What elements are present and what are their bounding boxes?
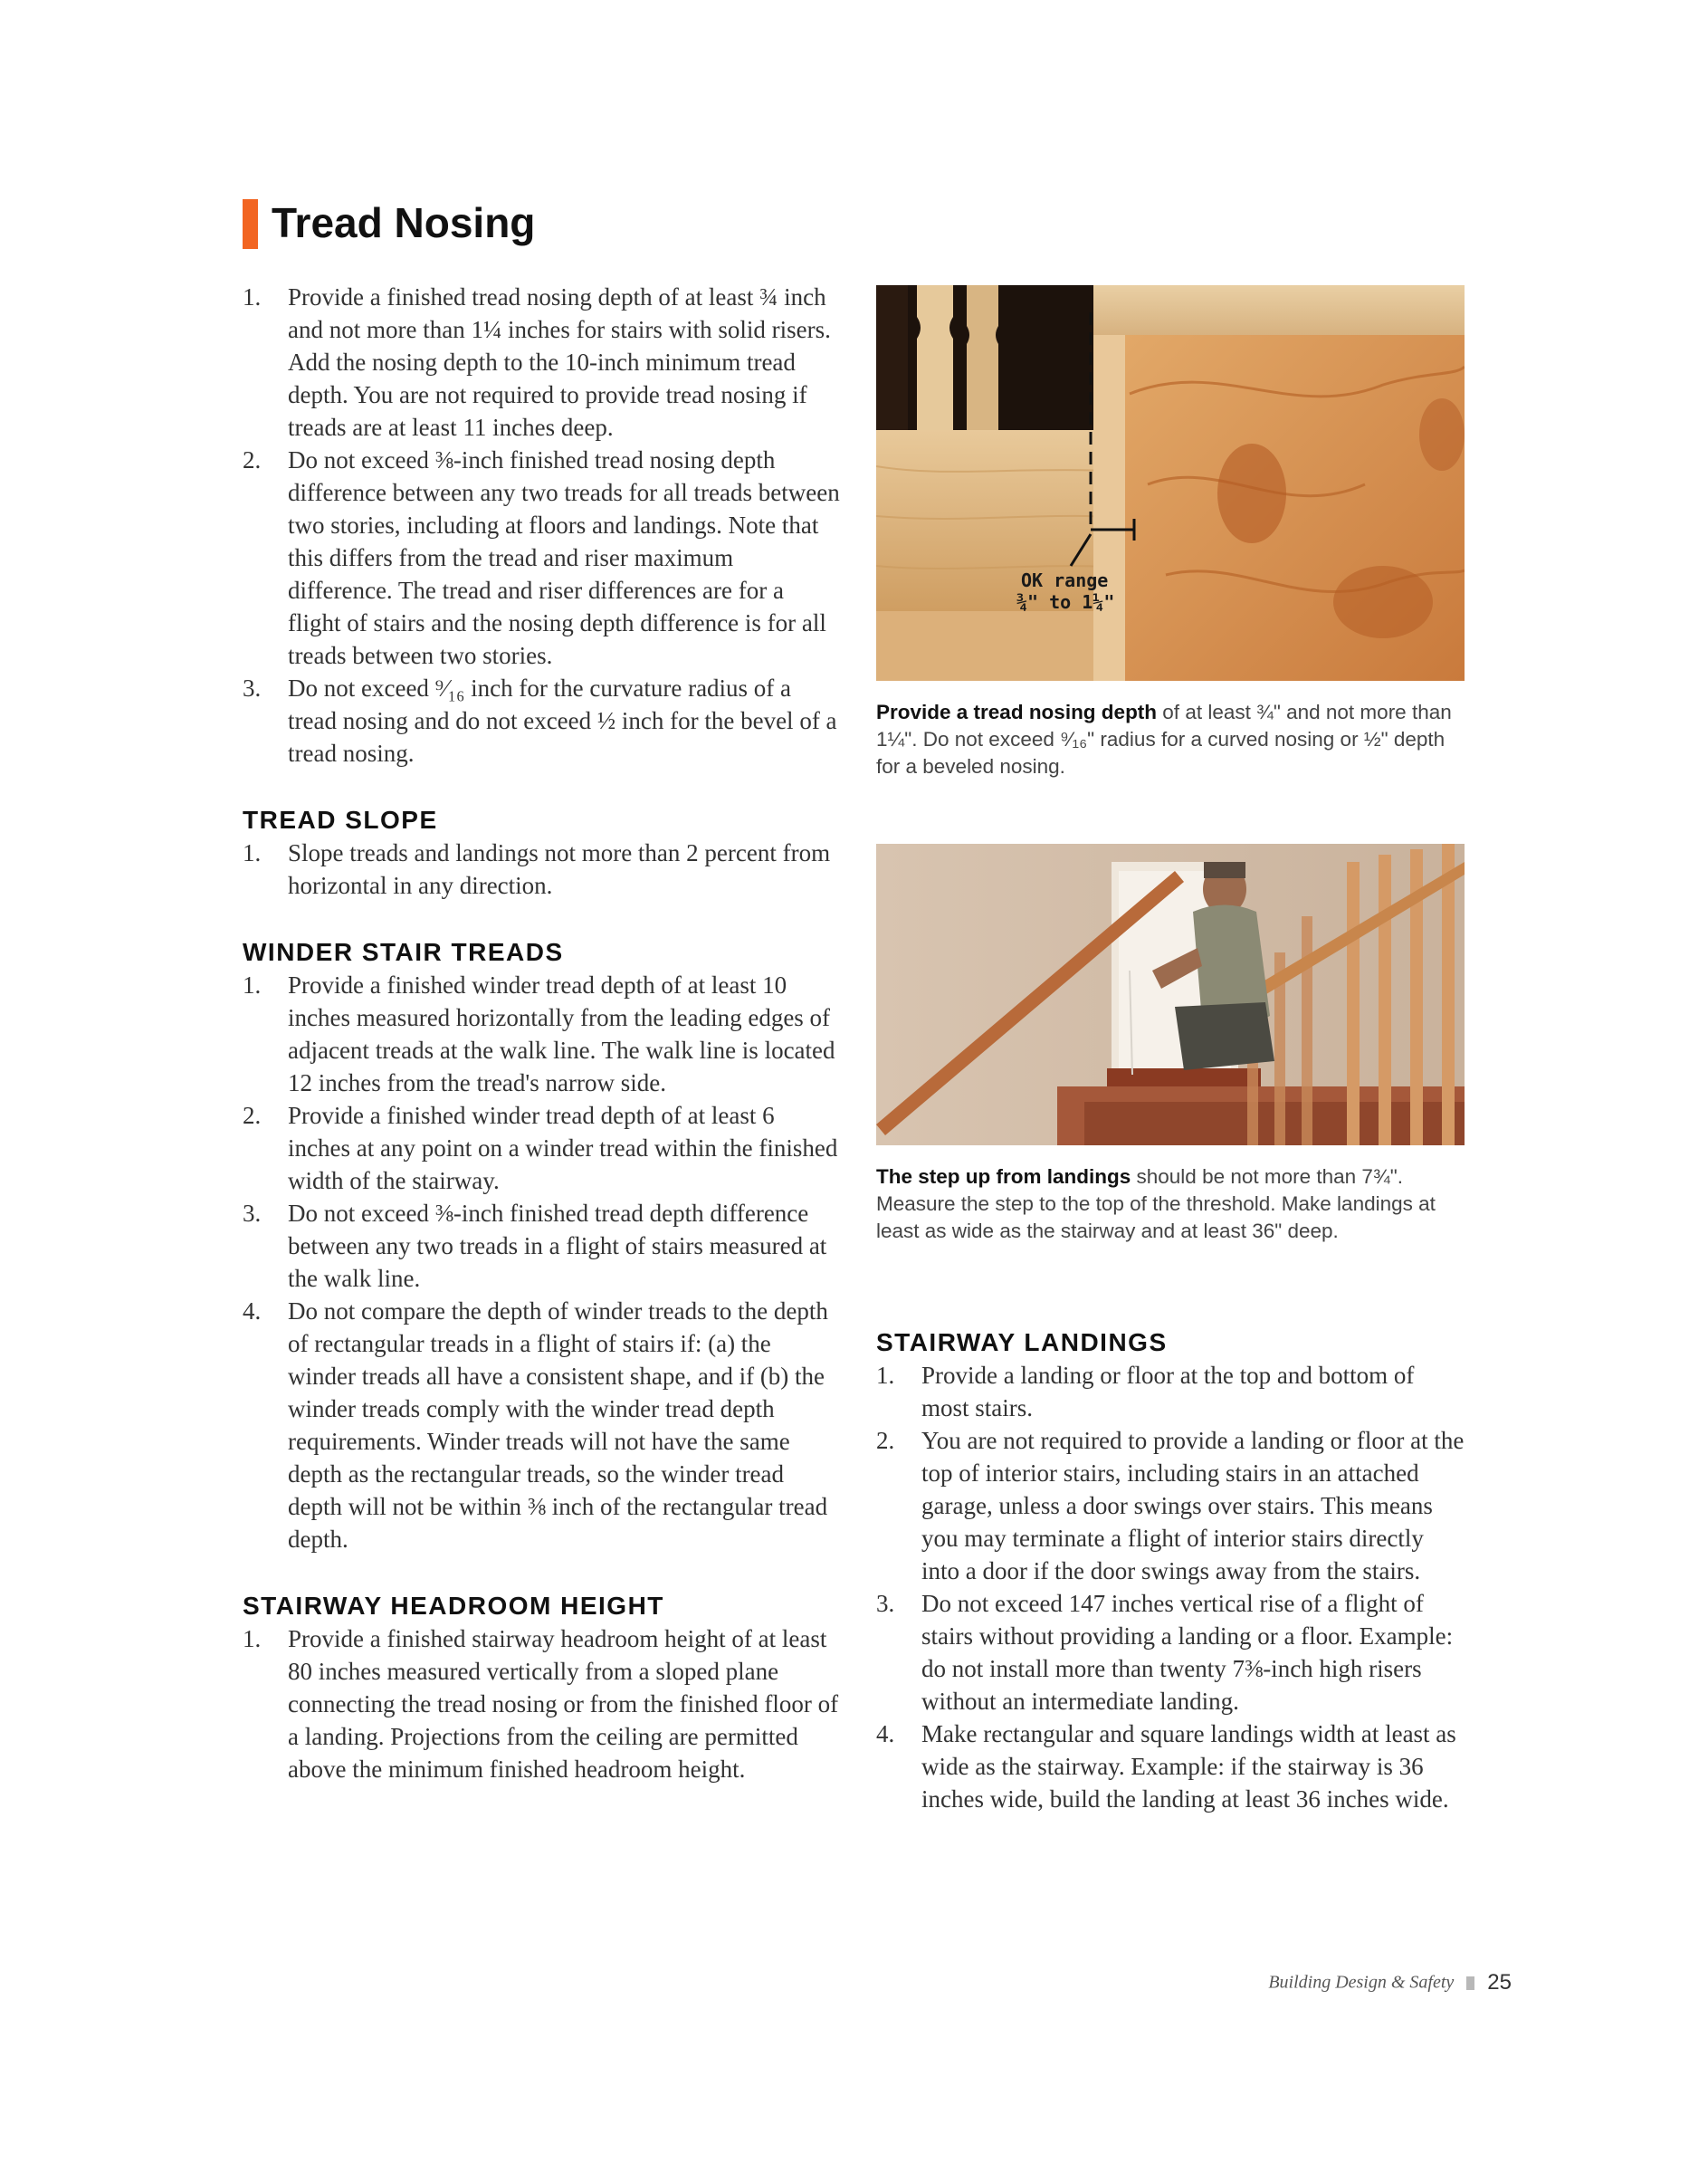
landings-heading: STAIRWAY LANDINGS xyxy=(876,1328,1168,1356)
list-item-text: Provide a finished winder tread depth of at least 10 inches measured horizontally from the leading edges of adjacent treads at the walk line. The walk line is located 12 inches from the tread's narrow side. xyxy=(288,971,835,1096)
caption1-text: of at least ¾" and not more than 1¼". Do not exceed ⁹⁄₁₆" radius for a curved nosing or ½" depth for a beveled nosing. xyxy=(876,701,1452,778)
list-item-text: Provide a finished stairway headroom height of at least 80 inches measured vertically from a sloped plane connecting the tread nosing or from the finished floor of a landing. Projections from the ceiling are permitted above the minimum finished headroom height. xyxy=(288,1625,839,1783)
list-item xyxy=(243,969,840,1099)
list-item xyxy=(243,1295,840,1555)
list-item-text: Do not compare the depth of winder treads to the depth of rectangular treads in a flight of stairs if: (a) the winder treads all have a consistent shape, and if (b) the winder treads comply with the winder tread depth requirements. Winder treads will not have the same depth as the rectangular treads, so the winder tread depth will not be within ⅜ inch of the rectangular tread depth. xyxy=(288,1297,828,1553)
title-accent-bar xyxy=(243,199,258,249)
page-title: Tread Nosing xyxy=(272,199,536,246)
list-item-text: Do not exceed ⅜-inch finished tread nosing depth difference between any two treads for all treads between two stories, including at floors and landings. Note that this differs from the tread and riser maximum difference. The tread and riser differences are for a flight of stairs and the nosing depth difference is for all treads between two stories. xyxy=(288,446,840,669)
list-item xyxy=(243,1622,840,1785)
list-item-number: 1. xyxy=(243,839,262,866)
list-item-text: You are not required to provide a landing or floor at the top of interior stairs, including stairs in an attached garage, unless a door swings over stairs. This means you may terminate a flight of interior stairs directly into a door if the door swings away from the stairs. xyxy=(921,1427,1465,1584)
list-item-number: 2. xyxy=(876,1427,895,1454)
landings-list xyxy=(876,1359,1465,1815)
list-item-number: 2. xyxy=(243,1102,262,1129)
caption1-bold: Provide a tread nosing depth xyxy=(876,701,1158,723)
list-item xyxy=(243,281,840,444)
list-item-number: 1. xyxy=(243,1625,262,1652)
winder-heading: WINDER STAIR TREADS xyxy=(243,938,564,966)
list-item-number: 3. xyxy=(243,1200,262,1227)
tread-slope-list xyxy=(243,837,840,902)
page-number: 25 xyxy=(1487,1970,1512,1995)
page-footer xyxy=(1177,1970,1512,1995)
headroom-list xyxy=(243,1622,840,1785)
list-item-text: Slope treads and landings not more than 2 percent from horizontal in any direction. xyxy=(288,839,831,899)
list-item-text: Provide a finished winder tread depth of at least 6 inches at any point on a winder tread within the finished width of the stairway. xyxy=(288,1102,838,1194)
tread-nosing-caption xyxy=(876,699,1465,780)
landing-step-caption xyxy=(876,1163,1465,1245)
list-item-text: Do not exceed ⅜-inch finished tread depth difference between any two treads in a flight of stairs measured at the walk line. xyxy=(288,1200,827,1292)
nosing-range-label-line2: ¾" to 1¼" xyxy=(1016,591,1115,613)
list-item-number: 4. xyxy=(876,1720,895,1747)
list-item-number: 1. xyxy=(243,971,262,999)
list-item-number: 1. xyxy=(876,1362,895,1389)
footer-book-title: Building Design & Safety xyxy=(1268,1972,1455,1993)
list-item xyxy=(243,837,840,902)
list-item-number: 3. xyxy=(876,1590,895,1617)
right-column xyxy=(876,1326,1465,1815)
tread-slope-heading: TREAD SLOPE xyxy=(243,806,438,834)
caption2-text: should be not more than 7¾". Measure the step to the top of the threshold. Make landings at least as wide as the stairway and at least 36" deep. xyxy=(876,1165,1436,1242)
footer-separator xyxy=(1466,1976,1474,1990)
list-item-number: 4. xyxy=(243,1297,262,1325)
landing-step-photo xyxy=(876,844,1465,1145)
list-item xyxy=(876,1424,1465,1587)
tread-nosing-photo xyxy=(876,285,1465,681)
list-item-text: Make rectangular and square landings width at least as wide as the stairway. Example: if the stairway is 36 inches wide, build the landing at least 36 inches wide. xyxy=(921,1720,1456,1813)
list-item-number: 3. xyxy=(243,675,262,702)
nosing-range-label-line1: OK range xyxy=(1021,569,1109,591)
list-item xyxy=(243,1197,840,1295)
list-item xyxy=(876,1718,1465,1815)
list-item-number: 2. xyxy=(243,446,262,474)
list-item-text: Provide a finished tread nosing depth of at least ¾ inch and not more than 1¼ inches for stairs with solid risers. Add the nosing depth to the 10-inch minimum tread depth. You are not required to provide tread nosing if treads are at least 11 inches deep. xyxy=(288,283,831,441)
list-item-number: 1. xyxy=(243,283,262,311)
caption2-bold: The step up from landings xyxy=(876,1165,1131,1188)
list-item xyxy=(876,1587,1465,1718)
list-item xyxy=(243,1099,840,1197)
list-item xyxy=(243,672,840,770)
winder-list xyxy=(243,969,840,1555)
headroom-heading: STAIRWAY HEADROOM HEIGHT xyxy=(243,1592,664,1620)
list-item-text: Do not exceed 147 inches vertical rise of a flight of stairs without providing a landing or a floor. Example: do not install more than twenty 7⅜-inch high risers without an intermediate landing. xyxy=(921,1590,1454,1715)
list-item-text: Do not exceed ⁹⁄₁₆ inch for the curvature radius of a tread nosing and do not exceed ½ inch for the bevel of a tread nosing. xyxy=(288,675,837,767)
left-column xyxy=(243,281,840,1785)
list-item xyxy=(243,444,840,672)
list-item xyxy=(876,1359,1465,1424)
list-item-text: Provide a landing or floor at the top and bottom of most stairs. xyxy=(921,1362,1415,1421)
tread-nosing-list xyxy=(243,281,840,770)
